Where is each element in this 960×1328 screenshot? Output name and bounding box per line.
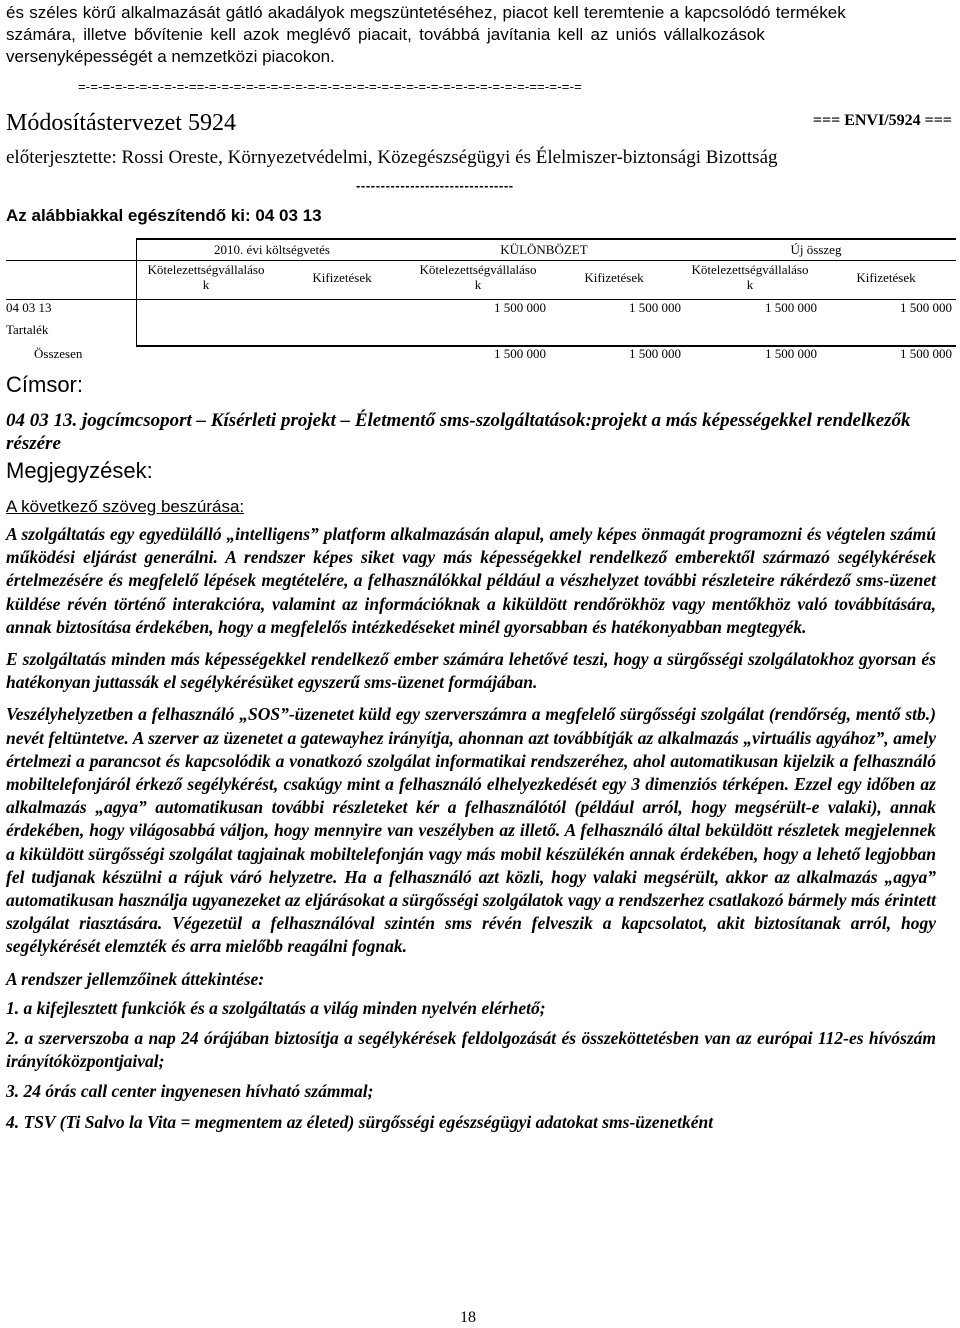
paragraph: E szolgáltatás minden más képességekkel rendelkező ember számára lehetővé teszi, hogy a sürgősségi szolgálatokhoz gyorsan és hatékonyan juttassák el segélykérésüket egyszerű sms-üzenet formájában. xyxy=(6,649,936,693)
overview-title: A rendszer jellemzőinek áttekintése: xyxy=(6,968,265,989)
cell-value: 1 500 000 xyxy=(629,300,681,315)
list-item: 3. 24 órás call center ingyenesen hívható számmal; xyxy=(6,1081,374,1102)
commitments-header xyxy=(680,262,820,292)
commitments-label: k xyxy=(474,277,482,292)
group-header: 2010. évi költségvetés xyxy=(214,242,330,257)
table-row-total xyxy=(6,345,956,363)
paragraph: Veszélyhelyzetben a felhasználó „SOS”-üzenetet küld egy szerverszámra a megfelelő sürgősségi szolgálat (rendőrség, mentő stb.) nevét feltüntetve. A szerver az üzenetet a gatewayhez irányítja, ahonnan azt továbbítják az alkalmazás „virtuális agyához”, amely értelmezi a parancsot és kapcsolódik a vonatkozó szolgálat informatikai rendszeréhez, ahol automatikusan kijelzik a felhasználó mobiltelefonjáról érkező segélykérést, csakúgy mint a felhasználó elhelyezkedését egy 3 dimenziós térképen. Ezzel egy időben az alkalmazás „agya” automatikusan további részleteket kér a felhasználótól (például arról, hogy megsérült-e valaki), annak érdekében, hogy világosabbá váljon, hogy mennyire van veszélyben az illető. A felhasználó által beküldött részletek megjelennek a kiküldött sürgősségi szolgálat tagjainak mobiltelefonján vagy más mobil készülékén annak érdekében, hogy a lehető legjobban fel tudjanak készülni a rájuk váró helyzetre. Ha a felhasználó azt közli, hogy valaki megsérült, akkor az alkalmazás „agya” automatikusan használja ugyanezeket az eljárásokat a sürgősségi szolgálatok vagy a rendszerhez csatlakozó bármely más érintett szolgálat riasztására. Végezetül a felhasználóval szintén sms révén felveszik a kapcsolatot, akit biztosítanak arról, hogy segélykérését elemzték és arra mielőbb reagálni fognak. xyxy=(6,704,936,957)
payments-header: Kifizetések xyxy=(584,270,644,285)
budget-group-header-row xyxy=(136,238,956,260)
intro-line: számára, illetve bővítenie kell azok meglévő piacait, továbbá javítania kell az uniós vállalkozások xyxy=(6,25,765,44)
commitments-header xyxy=(136,262,276,292)
list-item: 4. TSV (Ti Salvo la Vita = megmentem az életed) sürgősségi egészségügyi adatokat sms-üzenetként xyxy=(6,1111,714,1132)
row-label: 04 03 13 xyxy=(6,300,52,315)
budget-column-header-row xyxy=(6,260,956,300)
table-row xyxy=(6,299,956,317)
heading-text: 04 03 13. jogcímcsoport – Kísérleti projekt – Életmentő sms-szolgáltatások:projekt a más képességekkel rendelkezők részére xyxy=(6,410,911,454)
submitted-by: előterjesztette: Rossi Oreste, Környezetvédelmi, Közegészségügyi és Élelmiszer-biztonsági Bizottság xyxy=(6,147,778,168)
cell-value: 1 500 000 xyxy=(900,300,952,315)
list-item: 1. a kifejlesztett funkciók és a szolgáltatás a világ minden nyelvén elérhető; xyxy=(6,997,546,1018)
notes-label: Megjegyzések: xyxy=(6,458,153,483)
group-header: KÜLÖNBÖZET xyxy=(500,242,588,257)
complement-line: Az alábbiakkal egészítendő ki: 04 03 13 xyxy=(6,206,322,225)
cell-value: 1 500 000 xyxy=(900,346,952,361)
page-number: 18 xyxy=(460,1309,476,1326)
cell-value: 1 500 000 xyxy=(629,346,681,361)
intro-paragraph xyxy=(6,2,951,68)
commitments-label: k xyxy=(202,277,210,292)
commitments-label: Kötelezettségvállaláso xyxy=(419,262,537,277)
cell-value: 1 500 000 xyxy=(494,300,546,315)
intro-line: versenyképességét a nemzetközi piacokon. xyxy=(6,47,335,66)
cell-value: 1 500 000 xyxy=(765,346,817,361)
row-label: Összesen xyxy=(34,346,83,361)
cell-value: 1 500 000 xyxy=(494,346,546,361)
commitments-label: Kötelezettségvállaláso xyxy=(691,262,809,277)
list-item: 2. a szerverszoba a nap 24 órájában biztosítja a segélykérések feldolgozását és összeköttetésben van az európai 112-es hívószám irányítóközpontjaival; xyxy=(6,1028,936,1072)
intro-line: és széles körű alkalmazását gátló akadályok megszüntetéséhez, piacot kell teremtenie a kapcsolódó termékek xyxy=(6,3,846,22)
cell-value: 1 500 000 xyxy=(765,300,817,315)
separator-line: -------------------------------- xyxy=(356,178,514,193)
row-label: Tartalék xyxy=(6,322,49,337)
group-header: Új összeg xyxy=(790,242,842,257)
paragraph: A szolgáltatás egy egyedülálló „intelligens” platform alkalmazásán alapul, amely képes önmagát programozni és végtelen számú működési eljárást generálni. A rendszer képes siket vagy más képességekkel rendelkező emberektől származó segélykérések értelmezésére és megfelelő lépések megtételére, a felhasználókkal például a vészhelyzet további részleteire rákérdező sms-üzenet küldése révén történő interakcióra, valamint az információknak a kiküldött rendőrökhöz vagy mentőkhöz való továbbítására, annak biztosítása érdekében, hogy a megfelelős intézkedéseket minél gyorsabban és hatékonyabban megtegyék. xyxy=(6,524,936,637)
separator-line: =-=-=-=-=-=-=-=-=-==-=-=-=-=-=-=-=-=-=-=-=-=-=-=-=-=-=-=-=-=-=-=-=-=-=-=-==-=-=-= xyxy=(78,79,582,94)
payments-header: Kifizetések xyxy=(312,270,372,285)
amendment-code: === ENVI/5924 === xyxy=(812,112,952,129)
commitments-header xyxy=(408,262,548,292)
amendment-title: Módosítástervezet 5924 xyxy=(6,110,236,136)
table-row xyxy=(6,321,956,339)
notes-body xyxy=(6,523,936,1141)
payments-header: Kifizetések xyxy=(856,270,916,285)
commitments-label: Kötelezettségvállaláso xyxy=(147,262,265,277)
heading-label: Címsor: xyxy=(6,372,83,397)
commitments-label: k xyxy=(746,277,754,292)
insert-label: A következő szöveg beszúrása: xyxy=(6,497,245,516)
